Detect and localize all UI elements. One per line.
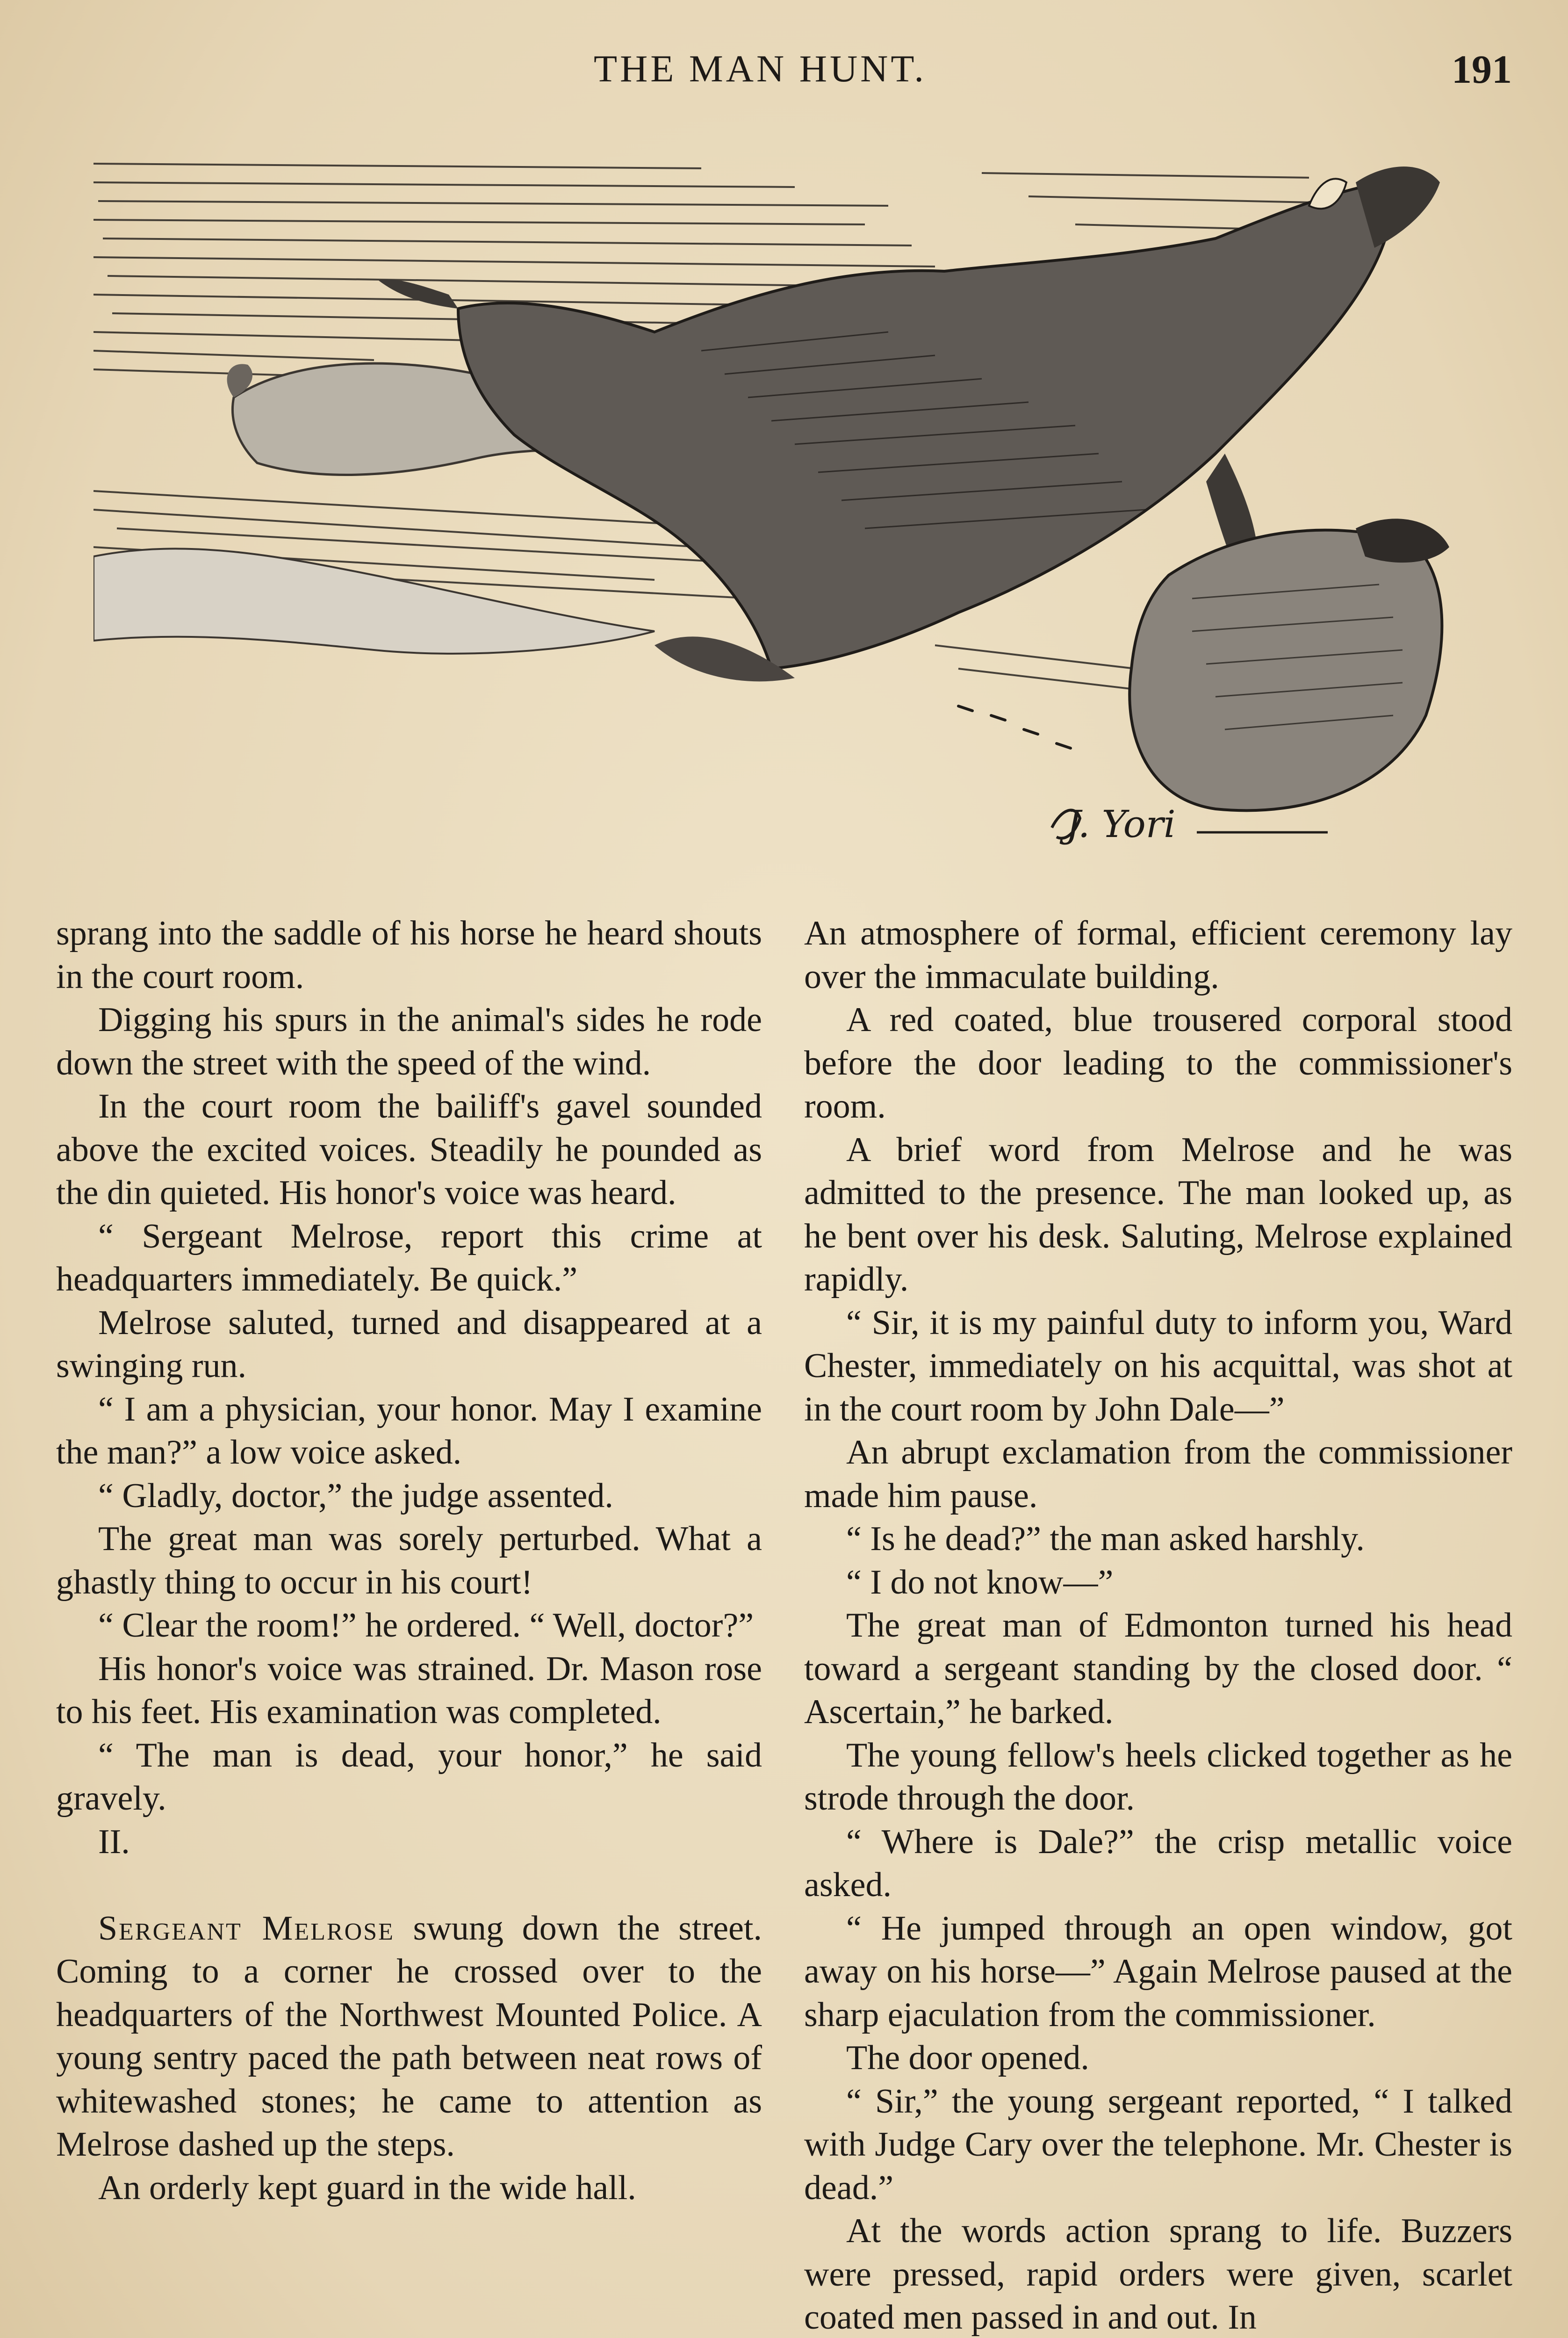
paragraph: An orderly kept guard in the wide hall. bbox=[98, 2168, 636, 2207]
paragraph: Digging his spurs in the animal's sides he rode down the street with the speed of the wind. bbox=[56, 1001, 762, 1082]
paragraph: “ Gladly, doctor,” the judge assented. bbox=[98, 1476, 613, 1515]
paragraph: “ I am a physician, your honor. May I examine the man?” a low voice asked. bbox=[56, 1390, 762, 1472]
paragraph: A red coated, blue trousered corporal stood before the door leading to the commissioner's room. bbox=[804, 1001, 1512, 1126]
smallcaps-name: Sergeant Melrose bbox=[98, 1909, 395, 1948]
paragraph: “ Sergeant Melrose, report this crime at headquarters immediately. Be quick.” bbox=[56, 1217, 762, 1299]
svg-text:J. Yori: J. Yori bbox=[1066, 802, 1176, 846]
paragraph-text: swung down the street. Coming to a corner he crossed over to the headquarters of the Northwest Mounted Police. A young sentry paced the path between neat rows of whitewashed stones; he came to attention as Melrose dashed up the steps. bbox=[56, 1909, 762, 2164]
paragraph: “ Sir, it is my painful duty to inform you, Ward Chester, immediately on his acquittal, was shot at in the court room by John Dale—” bbox=[804, 1303, 1512, 1429]
paragraph: His honor's voice was strained. Dr. Mason rose to his feet. His examination was completed. bbox=[56, 1649, 762, 1731]
paragraph: “ Where is Dale?” the crisp metallic voice asked. bbox=[804, 1822, 1512, 1904]
section-heading: II. bbox=[98, 1822, 130, 1861]
paragraph bbox=[56, 1907, 762, 2166]
illustration bbox=[94, 154, 1459, 902]
paragraph: The young fellow's heels clicked together as he strode through the door. bbox=[804, 1736, 1512, 1818]
page-number: 191 bbox=[1452, 47, 1512, 92]
paragraph: An abrupt exclamation from the commissioner made him pause. bbox=[804, 1433, 1512, 1515]
paragraph: The great man of Edmonton turned his head toward a sergeant standing by the closed door. “ Ascertain,” he barked. bbox=[804, 1606, 1512, 1731]
paragraph: “ I do not know—” bbox=[846, 1563, 1114, 1602]
paragraph: An atmosphere of formal, efficient ceremony lay over the immaculate building. bbox=[804, 914, 1512, 996]
running-title: THE MAN HUNT. bbox=[594, 47, 927, 90]
paragraph: At the words action sprang to life. Buzzers were pressed, rapid orders were given, scarlet coated men passed in and out. In bbox=[804, 2212, 1512, 2337]
section-gap bbox=[56, 1863, 762, 1907]
paragraph: In the court room the bailiff's gavel sounded above the excited voices. Steadily he pounded as the din quieted. His honor's voice was heard. bbox=[56, 1087, 762, 1212]
paragraph: The door opened. bbox=[846, 2039, 1089, 2077]
paragraph: “ Is he dead?” the man asked harshly. bbox=[846, 1520, 1365, 1558]
paragraph: A brief word from Melrose and he was admitted to the presence. The man looked up, as he bent over his desk. Saluting, Melrose explained rapidly. bbox=[804, 1130, 1512, 1299]
paragraph: Melrose saluted, turned and disappeared at a swinging run. bbox=[56, 1303, 762, 1385]
running-head bbox=[0, 42, 1568, 94]
wolves-in-storm-illustration-icon bbox=[94, 154, 1459, 902]
paragraph: “ He jumped through an open window, got away on his horse—” Again Melrose paused at the sharp ejaculation from the commissioner. bbox=[804, 1909, 1512, 2034]
paragraph: “ Clear the room!” he ordered. “ Well, doctor?” bbox=[98, 1606, 754, 1645]
paragraph: “ Sir,” the young sergeant reported, “ I talked with Judge Cary over the telephone. Mr. Chester is dead.” bbox=[804, 2082, 1512, 2207]
paragraph: The great man was sorely perturbed. What a ghastly thing to occur in his court! bbox=[56, 1520, 762, 1602]
right-column bbox=[804, 912, 1512, 2338]
paragraph: “ The man is dead, your honor,” he said gravely. bbox=[56, 1736, 762, 1818]
left-column bbox=[56, 912, 762, 2209]
paragraph: sprang into the saddle of his horse he heard shouts in the court room. bbox=[56, 914, 762, 996]
